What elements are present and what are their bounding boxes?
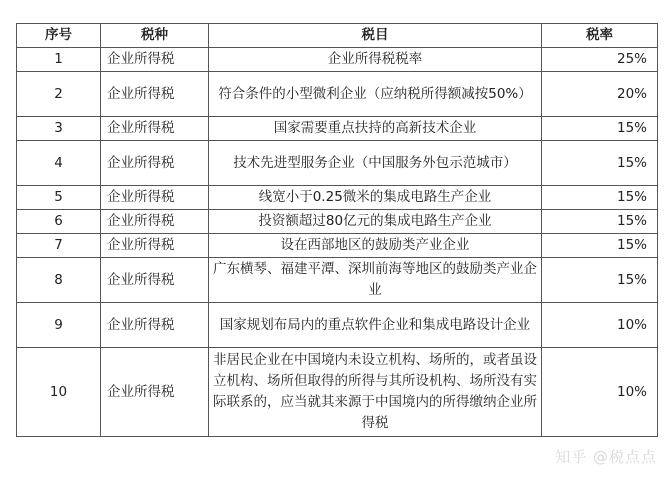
row-tax-rate: 15% bbox=[542, 117, 658, 141]
table-row bbox=[17, 72, 658, 117]
table-row bbox=[17, 141, 658, 186]
row-tax-rate: 15% bbox=[542, 258, 658, 303]
table-row bbox=[17, 117, 658, 141]
row-tax-type: 企业所得税 bbox=[101, 348, 209, 437]
row-tax-type: 企业所得税 bbox=[101, 210, 209, 234]
table-header-row bbox=[17, 24, 658, 48]
table-row bbox=[17, 348, 658, 437]
row-no: 8 bbox=[17, 258, 101, 303]
table-row bbox=[17, 258, 658, 303]
row-tax-type: 企业所得税 bbox=[101, 117, 209, 141]
row-tax-rate: 15% bbox=[542, 141, 658, 186]
row-tax-type: 企业所得税 bbox=[101, 186, 209, 210]
row-tax-rate: 10% bbox=[542, 303, 658, 348]
row-no: 1 bbox=[17, 48, 101, 72]
row-tax-item: 线宽小于0.25微米的集成电路生产企业 bbox=[209, 186, 542, 210]
row-tax-rate: 10% bbox=[542, 348, 658, 437]
row-tax-rate: 15% bbox=[542, 234, 658, 258]
row-tax-rate: 20% bbox=[542, 72, 658, 117]
row-tax-type: 企业所得税 bbox=[101, 234, 209, 258]
row-no: 9 bbox=[17, 303, 101, 348]
row-tax-rate: 25% bbox=[542, 48, 658, 72]
header-no: 序号 bbox=[17, 24, 101, 48]
row-tax-type: 企业所得税 bbox=[101, 141, 209, 186]
row-tax-item: 国家规划布局内的重点软件企业和集成电路设计企业 bbox=[209, 303, 542, 348]
zhihu-watermark: 知乎 @税点点 bbox=[555, 448, 657, 466]
row-tax-type: 企业所得税 bbox=[101, 303, 209, 348]
row-tax-item: 企业所得税税率 bbox=[209, 48, 542, 72]
tax-rate-table bbox=[16, 23, 658, 437]
row-no: 2 bbox=[17, 72, 101, 117]
row-tax-item: 设在西部地区的鼓励类产业企业 bbox=[209, 234, 542, 258]
row-tax-item: 广东横琴、福建平潭、深圳前海等地区的鼓励类产业企业 bbox=[209, 258, 542, 303]
row-tax-item: 投资额超过80亿元的集成电路生产企业 bbox=[209, 210, 542, 234]
table-row bbox=[17, 234, 658, 258]
table-row bbox=[17, 210, 658, 234]
row-tax-item: 符合条件的小型微利企业（应纳税所得额减按50%） bbox=[209, 72, 542, 117]
row-tax-item: 国家需要重点扶持的高新技术企业 bbox=[209, 117, 542, 141]
row-no: 5 bbox=[17, 186, 101, 210]
header-tax-rate: 税率 bbox=[542, 24, 658, 48]
row-no: 7 bbox=[17, 234, 101, 258]
row-tax-item: 技术先进型服务企业（中国服务外包示范城市） bbox=[209, 141, 542, 186]
row-no: 4 bbox=[17, 141, 101, 186]
row-tax-item: 非居民企业在中国境内未设立机构、场所的，或者虽设立机构、场所但取得的所得与其所设机构、场所没有实际联系的，应当就其来源于中国境内的所得缴纳企业所得税 bbox=[209, 348, 542, 437]
table-row bbox=[17, 303, 658, 348]
row-tax-rate: 15% bbox=[542, 210, 658, 234]
row-no: 3 bbox=[17, 117, 101, 141]
header-tax-type: 税种 bbox=[101, 24, 209, 48]
row-tax-type: 企业所得税 bbox=[101, 48, 209, 72]
header-tax-item: 税目 bbox=[209, 24, 542, 48]
row-tax-type: 企业所得税 bbox=[101, 258, 209, 303]
row-tax-type: 企业所得税 bbox=[101, 72, 209, 117]
row-tax-rate: 15% bbox=[542, 186, 658, 210]
table-row bbox=[17, 48, 658, 72]
table-row bbox=[17, 186, 658, 210]
row-no: 6 bbox=[17, 210, 101, 234]
row-no: 10 bbox=[17, 348, 101, 437]
